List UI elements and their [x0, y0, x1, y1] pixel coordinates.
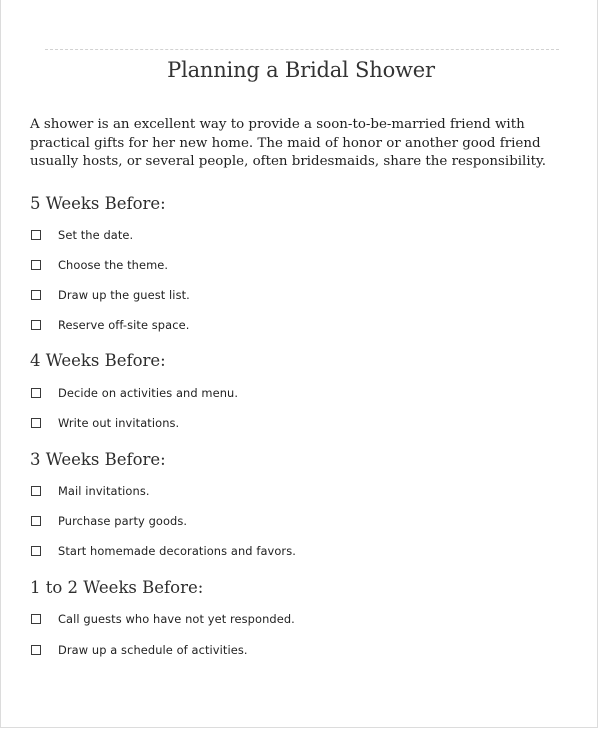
checklist-item [31, 482, 150, 500]
checkbox[interactable] [31, 230, 41, 240]
checkbox[interactable] [31, 388, 41, 398]
section-heading-1-to-2-weeks: 1 to 2 Weeks Before: [30, 578, 204, 597]
checklist-item [31, 286, 190, 304]
section-heading-5-weeks: 5 Weeks Before: [30, 194, 166, 213]
checklist-item [31, 256, 168, 274]
checklist-item-label: Set the date. [58, 228, 134, 242]
checkbox[interactable] [31, 614, 41, 624]
checklist-item [31, 226, 133, 244]
checklist-item [31, 542, 296, 560]
checklist-item-label: Start homemade decorations and favors. [58, 544, 296, 558]
checklist-item [31, 641, 248, 659]
section-heading-4-weeks: 4 Weeks Before: [30, 351, 166, 370]
checklist-item [31, 512, 187, 530]
header-divider [45, 49, 559, 50]
intro-paragraph: A shower is an excellent way to provide a soon-to-be-married friend with practical gifts for her new home. The maid of honor or another good friend usually hosts, or several people, often bridesmaids, share the responsibility. [30, 117, 547, 169]
checkbox[interactable] [31, 546, 41, 556]
checkbox[interactable] [31, 418, 41, 428]
checklist-item-label: Decide on activities and menu. [58, 386, 239, 400]
checklist-item [31, 610, 295, 628]
checklist-item-label: Mail invitations. [58, 484, 150, 498]
checklist-item-label: Reserve off-site space. [58, 318, 190, 332]
checkbox[interactable] [31, 290, 41, 300]
checkbox[interactable] [31, 486, 41, 496]
checklist-item [31, 384, 238, 402]
section-heading-3-weeks: 3 Weeks Before: [30, 450, 166, 469]
checklist-item [31, 414, 179, 432]
checklist-item-label: Choose the theme. [58, 258, 169, 272]
page-title: Planning a Bridal Shower [167, 58, 435, 82]
checklist-item-label: Draw up the guest list. [58, 288, 190, 302]
checklist-item-label: Write out invitations. [58, 416, 180, 430]
checklist-item-label: Draw up a schedule of activities. [58, 643, 248, 657]
checklist-item-label: Call guests who have not yet responded. [58, 612, 295, 626]
checklist-item [31, 316, 189, 334]
checkbox[interactable] [31, 320, 41, 330]
checkbox[interactable] [31, 645, 41, 655]
checklist-item-label: Purchase party goods. [58, 514, 188, 528]
checkbox[interactable] [31, 260, 41, 270]
checkbox[interactable] [31, 516, 41, 526]
